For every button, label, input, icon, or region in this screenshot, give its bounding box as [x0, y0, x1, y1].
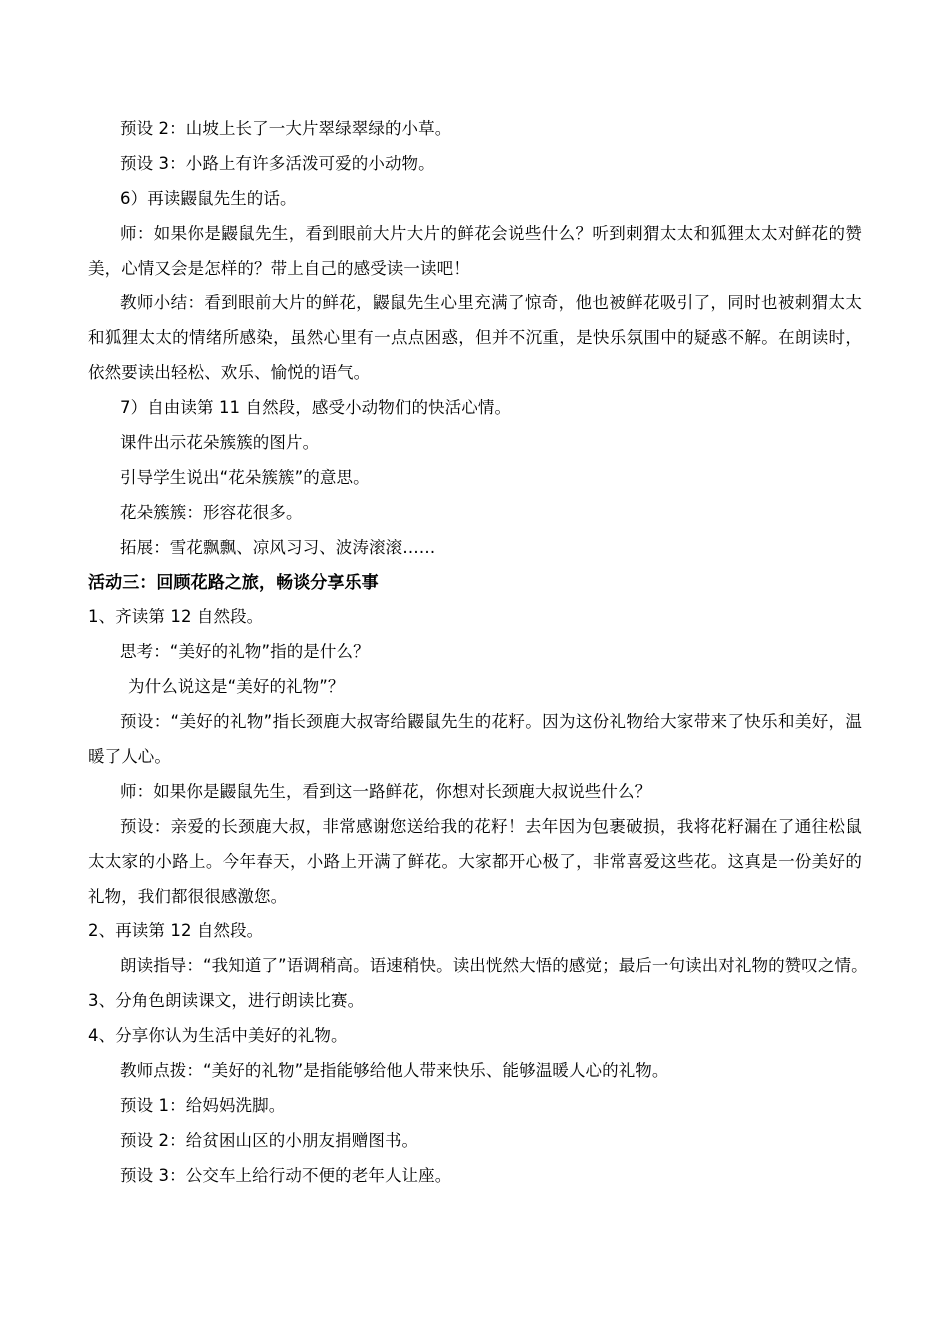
- item-3-line: 3、分角色朗读课文，进行朗读比赛。: [88, 991, 365, 1011]
- teacher-summary-line-3: 依然要读出轻松、欢乐、愉悦的语气。: [88, 363, 371, 383]
- teacher-question-line-1: 师：如果你是鼹鼠先生，看到眼前大片大片的鲜花会说些什么？听到刺猬太太和狐狸太太对鲜花的赞: [120, 223, 862, 243]
- teacher-question-line-2: 美，心情又会是怎样的？带上自己的感受读一读吧！: [88, 258, 470, 278]
- preset-letter-line-2: 太太家的小路上。今年春天，小路上开满了鲜花。大家都开心极了，非常喜爱这些花。这真是一份美好的: [88, 851, 862, 871]
- step-6-line: 6）再读鼹鼠先生的话。: [120, 188, 297, 208]
- preset-letter-line-3: 礼物，我们都很很感激您。: [88, 886, 288, 906]
- item-4-line: 4、分享你认为生活中美好的礼物。: [88, 1026, 348, 1046]
- item-1-line: 1、齐读第 12 自然段。: [88, 607, 264, 627]
- preset-letter-line-1: 预设：亲爱的长颈鹿大叔，非常感谢您送给我的花籽！去年因为包裹破损，我将花籽漏在了通往松鼠: [120, 816, 862, 836]
- reading-guide-line: 朗读指导：“我知道了”语调稍高。语速稍快。读出恍然大悟的感觉；最后一句读出对礼物的赞叹之情。: [120, 956, 868, 976]
- extension-line: 拓展：雪花飘飘、凉风习习、波涛滚滚……: [120, 537, 436, 557]
- teacher-prompt-line: 师：如果你是鼹鼠先生，看到这一路鲜花，你想对长颈鹿大叔说些什么？: [120, 781, 652, 801]
- teacher-tip-line: 教师点拨：“美好的礼物”是指能够给他人带来快乐、能够温暖人心的礼物。: [120, 1061, 669, 1081]
- example-3-line: 预设 3：公交车上给行动不便的老年人让座。: [120, 1165, 452, 1185]
- why-line: 为什么说这是“美好的礼物”？: [128, 677, 345, 697]
- guide-line: 引导学生说出“花朵簇簇”的意思。: [120, 467, 370, 487]
- preset-answer-line-2: 暖了人心。: [88, 747, 171, 767]
- teacher-summary-line-1: 教师小结：看到眼前大片的鲜花，鼹鼠先生心里充满了惊奇，他也被鲜花吸引了，同时也被刺猬太太: [120, 293, 862, 313]
- example-2-line: 预设 2：给贫困山区的小朋友捐赠图书。: [120, 1130, 419, 1150]
- preset-3-line: 预设 3：小路上有许多活泼可爱的小动物。: [120, 153, 435, 173]
- preset-2-line: 预设 2：山坡上长了一大片翠绿翠绿的小草。: [120, 119, 452, 138]
- think-line: 思考：“美好的礼物”指的是什么？: [120, 642, 370, 662]
- example-1-line: 预设 1：给妈妈洗脚。: [120, 1095, 286, 1115]
- courseware-line: 课件出示花朵簇簇的图片。: [120, 433, 320, 453]
- activity-3-heading: 活动三：回顾花路之旅，畅谈分享乐事: [88, 572, 379, 593]
- teacher-summary-line-2: 和狐狸太太的情绪所感染，虽然心里有一点点困惑，但并不沉重，是快乐氛围中的疑惑不解。在朗读时，: [88, 328, 862, 348]
- preset-answer-line-1: 预设：“美好的礼物”指长颈鹿大叔寄给鼹鼠先生的花籽。因为这份礼物给大家带来了快乐和美好，温: [120, 712, 862, 732]
- item-2-line: 2、再读第 12 自然段。: [88, 921, 264, 941]
- step-7-line: 7）自由读第 11 自然段，感受小动物们的快活心情。: [120, 398, 512, 418]
- definition-line: 花朵簇簇：形容花很多。: [120, 502, 303, 522]
